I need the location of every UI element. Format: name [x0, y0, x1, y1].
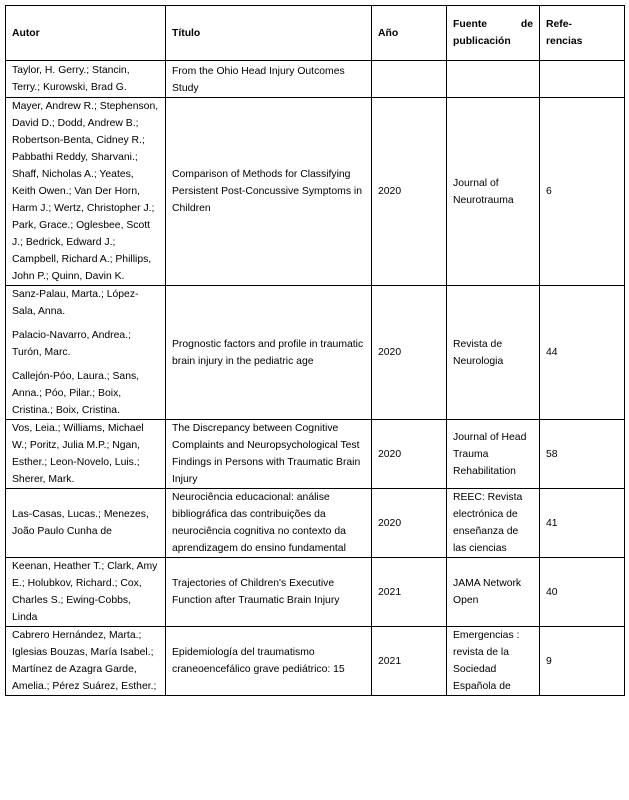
- table-row: [6, 420, 625, 489]
- year-cell: 2020: [372, 98, 447, 286]
- table-row: [6, 627, 625, 696]
- refs-cell: 44: [540, 286, 625, 420]
- year-cell: [372, 61, 447, 98]
- title-cell: The Discrepancy between Cognitive Complaints and Neuropsychological Test Findings in Persons with Traumatic Brain Injury: [166, 420, 372, 489]
- source-cell: Journal of Neurotrauma: [447, 98, 540, 286]
- refs-header-line-1: Refe-: [546, 19, 572, 30]
- table-row: [6, 286, 625, 420]
- author-text: Las-Casas, Lucas.; Menezes, João Paulo Cunha de: [12, 509, 149, 537]
- year-cell: 2020: [372, 286, 447, 420]
- references-column-header: [540, 6, 625, 61]
- year-cell: 2020: [372, 489, 447, 558]
- author-text: Palacio-Navarro, Andrea.; Turón, Marc.: [12, 330, 131, 358]
- source-cell: [447, 61, 540, 98]
- author-cell: [6, 61, 166, 98]
- refs-cell: 9: [540, 627, 625, 696]
- author-column-header: Autor: [6, 6, 166, 61]
- title-cell: From the Ohio Head Injury Outcomes Study: [166, 61, 372, 98]
- title-cell: Prognostic factors and profile in traumatic brain injury in the pediatric age: [166, 286, 372, 420]
- source-cell: Emergencias : revista de la Sociedad Española de: [447, 627, 540, 696]
- source-cell: Journal of Head Trauma Rehabilitation: [447, 420, 540, 489]
- author-text: Sanz-Palau, Marta.; López-Sala, Anna.: [12, 289, 139, 317]
- author-text: Vos, Leia.; Williams, Michael W.; Poritz, Julia M.P.; Ngan, Esther.; Leon-Novelo, Luis.; Sherer, Mark.: [12, 423, 144, 485]
- author-text: Cabrero Hernández, Marta.; Iglesias Bouzas, María Isabel.; Martínez de Azagra Garde, Amelia.; Pérez Suárez, Esther.;: [12, 630, 157, 692]
- source-cell: Revista de Neurologia: [447, 286, 540, 420]
- source-header-word-1: Fuente: [453, 19, 488, 30]
- header-row: [6, 6, 625, 61]
- author-text: Taylor, H. Gerry.; Stancin, Terry.; Kurowski, Brad G.: [12, 65, 130, 93]
- title-column-header: Título: [166, 6, 372, 61]
- refs-header-line-2: rencias: [546, 36, 583, 47]
- author-text: Callejón-Póo, Laura.; Sans, Anna.; Póo, Pilar.; Boix, Cristina.; Boix, Cristina.: [12, 371, 140, 416]
- author-cell: [6, 420, 166, 489]
- table-row: [6, 489, 625, 558]
- table-row: [6, 558, 625, 627]
- table-row: [6, 98, 625, 286]
- author-cell: [6, 489, 166, 558]
- refs-cell: 6: [540, 98, 625, 286]
- author-text: Keenan, Heather T.; Clark, Amy E.; Holubkov, Richard.; Cox, Charles S.; Ewing-Cobbs, Linda: [12, 561, 158, 623]
- source-cell: JAMA Network Open: [447, 558, 540, 627]
- title-cell: Epidemiología del traumatismo craneoencefálico grave pediátrico: 15: [166, 627, 372, 696]
- source-column-header: [447, 6, 540, 61]
- author-cell: [6, 558, 166, 627]
- author-cell: [6, 98, 166, 286]
- year-cell: 2021: [372, 627, 447, 696]
- author-cell: [6, 627, 166, 696]
- source-header-word-3: publicación: [453, 36, 511, 47]
- author-text: Mayer, Andrew R.; Stephenson, David D.; Dodd, Andrew B.; Robertson-Benta, Cidney R.; Pabbathi Reddy, Sharvani.; Shaff, Nicholas A.; Yeates, Keith Owen.; Van Der Horn, Harm J.; Wertz, Christopher J.; Park, Grace.; Oglesbee, Scott J.; Bedrick, Edward J.; Campbell, Richard A.; Phillips, John P.; Quinn, Davin K.: [12, 101, 159, 282]
- year-column-header: Año: [372, 6, 447, 61]
- title-cell: Comparison of Methods for Classifying Persistent Post-Concussive Symptoms in Children: [166, 98, 372, 286]
- refs-cell: 40: [540, 558, 625, 627]
- refs-cell: 41: [540, 489, 625, 558]
- source-header-word-2: de: [520, 19, 533, 30]
- title-cell: Neurociência educacional: análise bibliográfica das contribuições da neurociência cognitiva no contexto da aprendizagem do ensino fundamental: [166, 489, 372, 558]
- source-cell: REEC: Revista electrónica de enseñanza de las ciencias: [447, 489, 540, 558]
- year-cell: 2020: [372, 420, 447, 489]
- title-cell: Trajectories of Children's Executive Function after Traumatic Brain Injury: [166, 558, 372, 627]
- bibliography-table: [5, 5, 625, 696]
- refs-cell: [540, 61, 625, 98]
- table-row: [6, 61, 625, 98]
- refs-cell: 58: [540, 420, 625, 489]
- year-cell: 2021: [372, 558, 447, 627]
- author-cell: [6, 286, 166, 420]
